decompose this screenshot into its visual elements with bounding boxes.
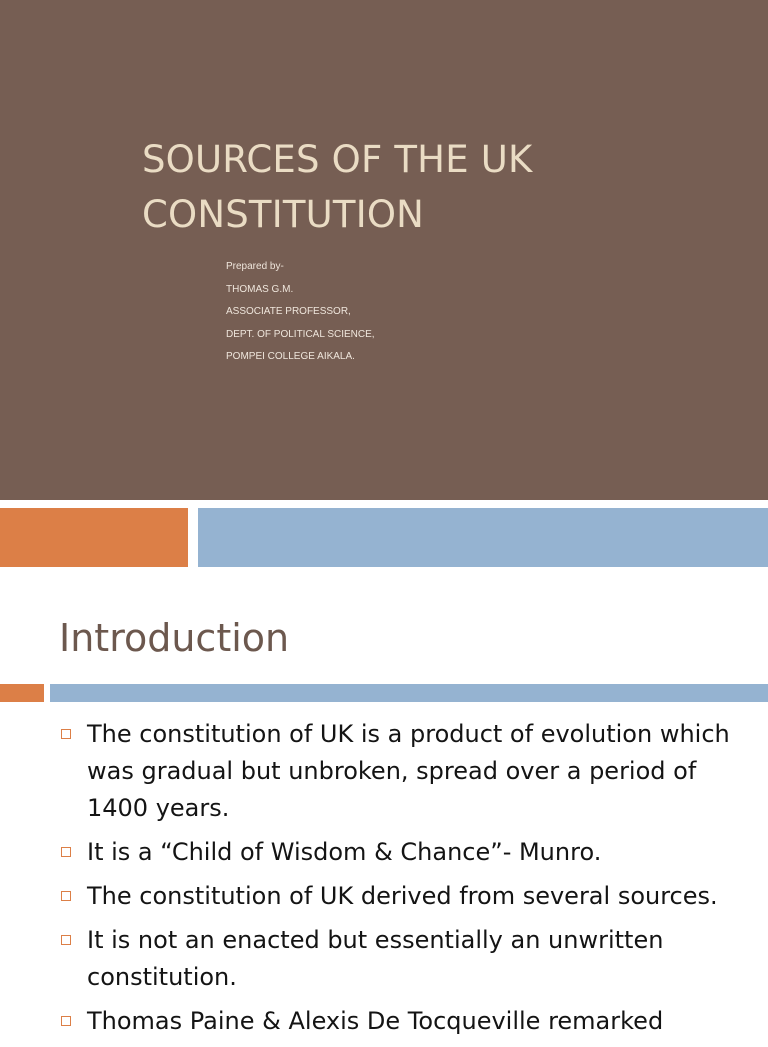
square-bullet-icon <box>61 847 71 857</box>
square-bullet-icon <box>61 729 71 739</box>
square-bullet-icon <box>61 891 71 901</box>
accent-bar-blue <box>198 508 768 567</box>
heading-underline-blue <box>50 684 768 702</box>
bullet-text: The constitution of UK is a product of evolution which was gradual but unbroken, spread over a period of 1400 years. <box>87 720 730 822</box>
author-department: DEPT. OF POLITICAL SCIENCE, <box>226 328 375 340</box>
section-heading: Introduction <box>59 616 290 660</box>
list-item <box>59 834 749 871</box>
list-item <box>59 922 749 996</box>
square-bullet-icon <box>61 1016 71 1026</box>
author-name: THOMAS G.M. <box>226 283 294 295</box>
prepared-by-label: Prepared by- <box>226 261 284 272</box>
list-item <box>59 1003 749 1040</box>
author-block <box>226 256 375 369</box>
bullet-list <box>59 716 749 1047</box>
list-item <box>59 716 749 827</box>
heading-underline-orange <box>0 684 44 702</box>
bullet-text: Thomas Paine & Alexis De Tocqueville remarked <box>87 1007 664 1035</box>
bullet-text: It is a “Child of Wisdom & Chance”- Munro. <box>87 838 602 866</box>
bullet-text: The constitution of UK derived from several sources. <box>87 882 718 910</box>
author-college: POMPEI COLLEGE AIKALA. <box>226 351 355 362</box>
square-bullet-icon <box>61 935 71 945</box>
title-slide <box>0 0 768 500</box>
slide-title-line-2: CONSTITUTION <box>142 193 425 236</box>
slide-title <box>142 132 533 242</box>
accent-bar-orange <box>0 508 188 567</box>
bullet-text: It is not an enacted but essentially an unwritten constitution. <box>87 926 664 991</box>
list-item <box>59 878 749 915</box>
slide-title-line-1: SOURCES OF THE UK <box>142 138 533 181</box>
author-position: ASSOCIATE PROFESSOR, <box>226 306 351 317</box>
